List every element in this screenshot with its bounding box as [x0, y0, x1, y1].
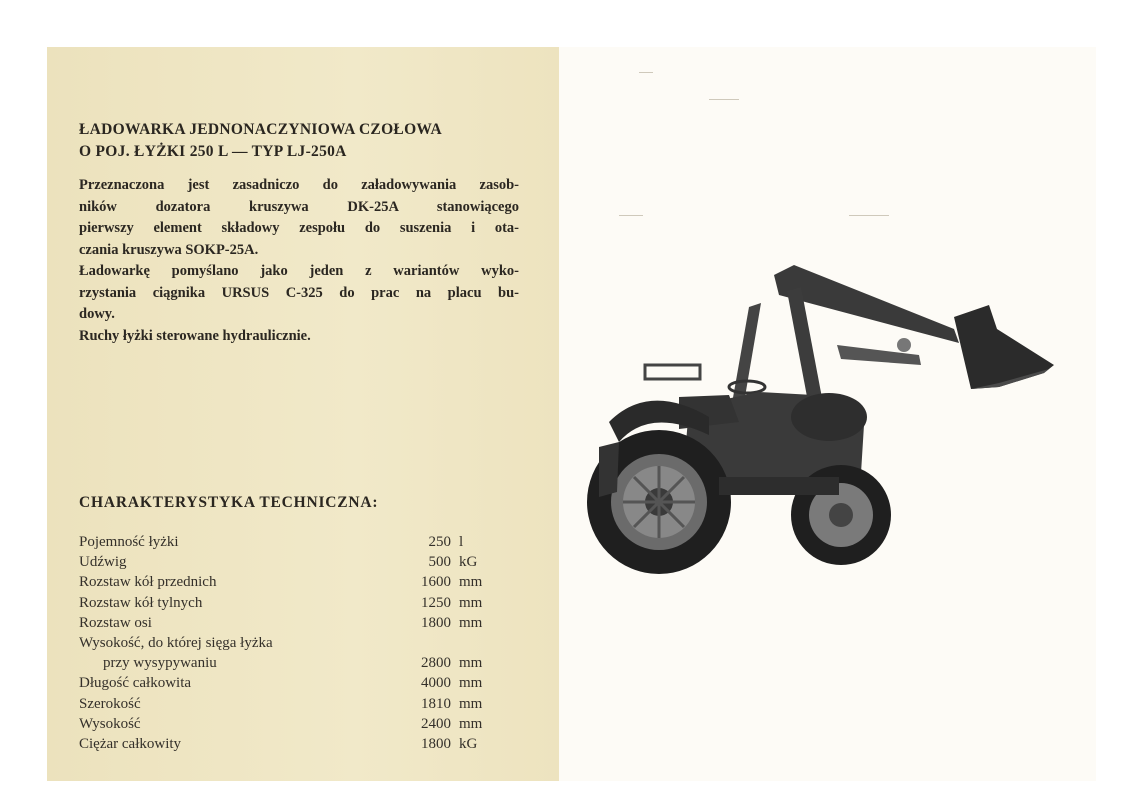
- spec-row: [79, 572, 499, 592]
- description-line: ników dozatora kruszywa DK-25A stanowiącego: [79, 198, 519, 215]
- spec-list: [79, 532, 499, 754]
- spec-label: Wysokość: [79, 715, 141, 732]
- spec-row: [79, 532, 499, 552]
- description-line: dowy.: [79, 306, 115, 322]
- paper-speck: [709, 99, 739, 100]
- spec-row: [79, 593, 499, 613]
- description-line: Ruchy łyżki sterowane hydraulicznie.: [79, 327, 311, 344]
- spec-label: Rozstaw kół przednich: [79, 574, 217, 591]
- description-line: rzystania ciągnika URSUS C-325 do prac na placu bu-: [79, 284, 519, 301]
- spec-value: 250: [428, 534, 451, 550]
- spec-unit: mm: [459, 715, 483, 732]
- spec-value: 1600: [421, 574, 451, 591]
- spec-row: [79, 734, 499, 754]
- spec-label: przy wysypywaniu: [103, 655, 217, 672]
- spec-value: 2400: [421, 715, 451, 732]
- spec-value: 1810: [421, 695, 451, 712]
- spec-label: Szerokość: [79, 695, 141, 712]
- spec-row: [79, 653, 499, 673]
- description-line: Przeznaczona jest zasadniczo do załadowywania zasob-: [79, 177, 519, 193]
- title-line-1: ŁADOWARKA JEDNONACZYNIOWA CZOŁOWA: [79, 121, 443, 138]
- spec-unit: l: [459, 534, 464, 550]
- spec-unit: mm: [459, 695, 483, 712]
- spec-row: [79, 552, 499, 572]
- spec-label: Ciężar całkowity: [79, 735, 182, 752]
- description-line: czania kruszywa SOKP-25A.: [79, 241, 259, 258]
- description-line: Ładowarkę pomyślano jako jeden z wariantów wyko-: [79, 263, 519, 279]
- spec-label: Rozstaw osi: [79, 614, 152, 631]
- description-text: [79, 175, 519, 347]
- paper-speck: [619, 215, 643, 216]
- spec-value: 1800: [421, 614, 451, 631]
- spec-value: 4000: [421, 675, 451, 692]
- spec-label: Udźwig: [79, 554, 127, 571]
- spec-row: [79, 613, 499, 633]
- document-title: [79, 119, 519, 163]
- spec-label: Pojemność łyżki: [79, 534, 179, 550]
- spec-label: Długość całkowita: [79, 675, 192, 692]
- spec-unit: kG: [459, 554, 478, 571]
- spec-row: [79, 694, 499, 714]
- spec-row: [79, 714, 499, 734]
- spec-unit: mm: [459, 655, 483, 672]
- right-page: [559, 47, 1096, 781]
- title-line-2: O POJ. ŁYŻKI 250 L — TYP LJ-250A: [79, 143, 347, 160]
- paper-speck: [639, 72, 653, 73]
- spec-value: 1250: [421, 594, 451, 611]
- spec-value: 1800: [421, 735, 451, 752]
- spec-unit: mm: [459, 574, 483, 591]
- spec-row: [79, 633, 499, 653]
- spec-label: Rozstaw kół tylnych: [79, 594, 203, 611]
- spec-unit: kG: [459, 735, 478, 752]
- brochure-spread: [47, 47, 1096, 781]
- spec-unit: mm: [459, 614, 483, 631]
- paper-speck: [849, 215, 889, 216]
- left-page: [47, 47, 559, 781]
- spec-value: 500: [428, 554, 451, 571]
- tractor-loader-photo: [579, 247, 1069, 607]
- description-line: pierwszy element składowy zespołu do suszenia i ota-: [79, 220, 519, 236]
- spec-label: Wysokość, do której sięga łyżka: [79, 634, 273, 651]
- spec-row: [79, 673, 499, 693]
- spec-value: 2800: [421, 655, 451, 672]
- spec-unit: mm: [459, 675, 483, 692]
- spec-heading: CHARAKTERYSTYKA TECHNICZNA:: [79, 494, 379, 511]
- spec-unit: mm: [459, 594, 483, 611]
